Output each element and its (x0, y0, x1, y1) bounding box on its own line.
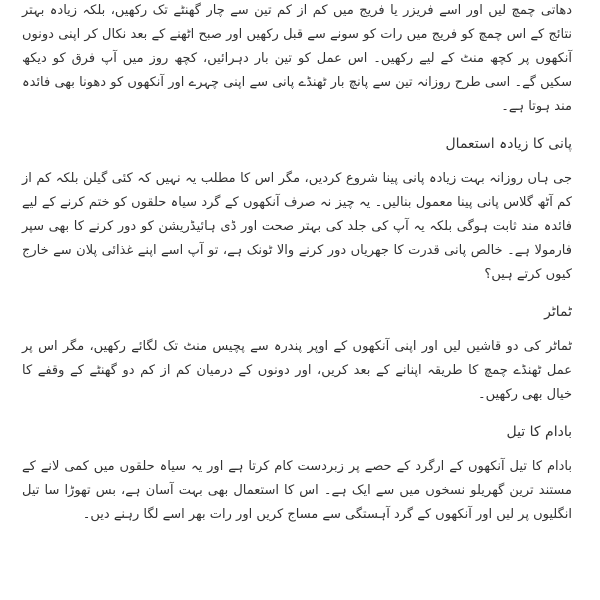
section-heading-tomato: ٹماٹر (544, 304, 572, 320)
section-heading-water: پانی کا زیادہ استعمال (445, 136, 572, 152)
section-paragraph-almond-oil: بادام کا تیل آنکھوں کے ارگرد کے حصے پر زبردست کام کرتا ہے اور یہ سیاہ حلقوں میں کمی لانے کے مستند ترین گھریلو نسخوں میں سے ایک ہے۔ اس کا استعمال بھی بہت آسان ہے، بس تھوڑا سا تیل انگلیوں پر لیں اور آنکھوں کے گرد آہستگی سے مساج کریں اور رات بھر اسے لگا رہنے دیں۔ (22, 459, 572, 522)
section-heading-almond-oil: بادام کا تیل (506, 424, 572, 440)
intro-paragraph: دھاتی چمچ لیں اور اسے فریزر یا فریج میں کم از کم تین سے چار گھنٹے تک رکھیں، بلکہ زیادہ بہتر نتائج کے اس چمچ کو فریج میں رات کو سونے سے قبل رکھیں اور صبح اٹھنے کے بعد نکال کر اپنی دونوں آنکھوں پر کچھ منٹ کے لیے رکھیں۔ اس عمل کو تین بار دہرائیں، کچھ روز میں آپ فرق کو دیکھ سکیں گے۔ اسی طرح روزانہ تین سے پانچ بار ٹھنڈے پانی سے اپنی چہرے اور آنکھوں کو دھونا بھی فائدہ مند ہوتا ہے۔ (22, 3, 572, 114)
section-paragraph-tomato: ٹماٹر کی دو قاشیں لیں اور اپنی آنکھوں کے اوپر پندرہ سے پچیس منٹ تک لگائے رکھیں، مگر اس پر عمل ٹھنڈے چمچ کا طریقہ اپنانے کے بعد کریں، اور دونوں کے درمیان کم از کم دو گھنٹے کے وقفے کا خیال بھی رکھیں۔ (22, 339, 572, 402)
section-paragraph-water: جی ہاں روزانہ بہت زیادہ پانی پینا شروع کردیں، مگر اس کا مطلب یہ نہیں کہ کئی گیلن بلکہ کم از کم آٹھ گلاس پانی پینا معمول بنالیں۔ یہ چیز نہ صرف آنکھوں کے گرد سیاہ حلقوں کو ختم کرنے کے لیے فائدہ مند ثابت ہوگی بلکہ یہ آپ کی جلد کی بہتر صحت اور ڈی ہائیڈریشن کو دور کرنے کا بھی سپر فارمولا ہے۔ خالص پانی قدرت کا جھریاں دور کرنے والا ٹونک ہے، تو آپ اسے اپنے غذائی پلان سے خارج کیوں کرتے ہیں؟ (22, 171, 572, 282)
